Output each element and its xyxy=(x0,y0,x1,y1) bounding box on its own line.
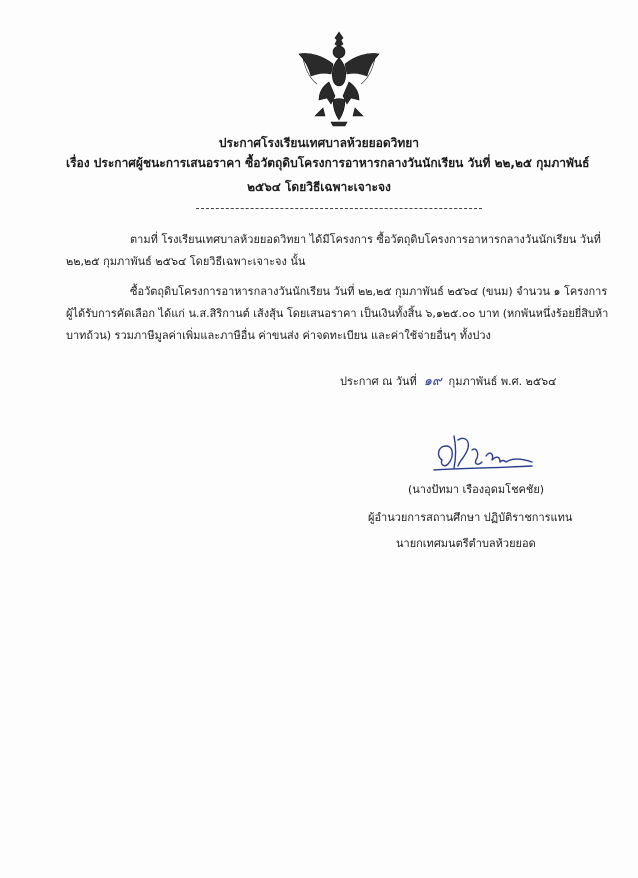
handwritten-day: ๑๙ xyxy=(423,374,442,389)
body-paragraph-2: ซื้อวัตถุดิบโครงการอาหารกลางวันนักเรียน วันที่ ๒๒,๒๕ กุมภาพันธ์ ๒๕๖๔ (ขนม) จำนวน ๑ โครงการ xyxy=(130,285,608,298)
signatory-role: ผู้อำนวยการสถานศึกษา ปฏิบัติราชการแทน xyxy=(368,511,573,524)
subject-line: เรื่อง ประกาศผู้ชนะการเสนอราคา ซื้อวัตถุดิบโครงการอาหารกลางวันนักเรียน วันที่ ๒๒,๒๕ กุมภาพันธ์ xyxy=(66,156,590,170)
document-title: ประกาศโรงเรียนเทศบาลห้วยยอดวิทยา xyxy=(218,136,420,150)
body-paragraph-2-end: บาทถ้วน) รวมภาษีมูลค่าเพิ่มและภาษีอื่น ค่าขนส่ง ค่าจดทะเบียน และค่าใช้จ่ายอื่นๆ ทั้งปวง xyxy=(66,329,491,342)
body-paragraph-1: ตามที่ โรงเรียนเทศบาลห้วยยอดวิทยา ได้มีโครงการ ซื้อวัตถุดิบโครงการอาหารกลางวันนักเรียน วันที่ xyxy=(130,233,601,246)
announcement-suffix: กุมภาพันธ์ พ.ศ. ๒๕๖๔ xyxy=(448,375,557,388)
signatory-role-continued: นายกเทศมนตรีตำบลห้วยยอด xyxy=(396,537,536,550)
signature xyxy=(428,430,538,476)
announcement-prefix: ประกาศ ณ วันที่ xyxy=(340,375,417,388)
divider xyxy=(196,208,482,209)
subject-line-continued: ๒๕๖๔ โดยวิธีเฉพาะเจาะจง xyxy=(247,180,391,194)
signatory-name: (นางปัทมา เรืองอุดมโชคชัย) xyxy=(408,483,545,496)
announcement-date xyxy=(340,374,556,390)
body-paragraph-1-continued: ๒๒,๒๕ กุมภาพันธ์ ๒๕๖๔ โดยวิธีเฉพาะเจาะจง นั้น xyxy=(66,255,306,268)
garuda-emblem-icon xyxy=(293,28,385,128)
body-paragraph-2-continued: ผู้ได้รับการคัดเลือก ได้แก่ น.ส.สิริกานต์ เส้งสุ้น โดยเสนอราคา เป็นเงินทั้งสิ้น ๖,๑๒๕.๐๐ บาท (หกพันหนึ่งร้อยยี่สิบห้า xyxy=(66,307,609,320)
